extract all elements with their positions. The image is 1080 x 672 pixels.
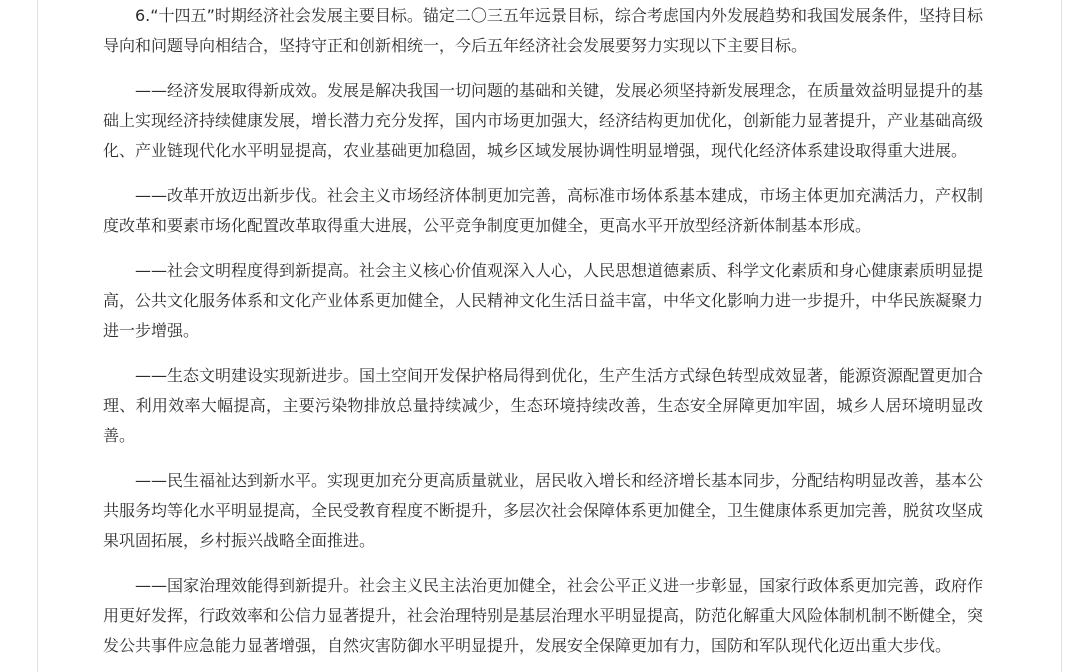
paragraph-economic-development: ——经济发展取得新成效。发展是解决我国一切问题的基础和关键，发展必须坚持新发展理念，在质量效益明显提升的基础上实现经济持续健康发展，增长潜力充分发挥，国内市场更加强大，经济结构更加优化，创新能力显著提升，产业基础高级化、产业链现代化水平明显提高，农业基础更加稳固，城乡区域发展协调性明显增强，现代化经济体系建设取得重大进展。 bbox=[103, 81, 984, 160]
paragraph-main-goals: 6.“十四五”时期经济社会发展主要目标。锚定二〇三五年远景目标，综合考虑国内外发展趋势和我国发展条件，坚持目标导向和问题导向相结合，坚持守正和创新相统一，今后五年经济社会发展要努力实现以下主要目标。 bbox=[103, 6, 983, 55]
paragraph-governance: ——国家治理效能得到新提升。社会主义民主法治更加健全，社会公平正义进一步彰显，国家行政体系更加完善，政府作用更好发挥，行政效率和公信力显著提升，社会治理特别是基层治理水平明显提高，防范化解重大风险体制机制不断健全，突发公共事件应急能力显著增强，自然灾害防御水平明显提升，发展安全保障更加有力，国防和军队现代化迈出重大步伐。 bbox=[103, 576, 984, 655]
paragraph-social-civilization: ——社会文明程度得到新提高。社会主义核心价值观深入人心，人民思想道德素质、科学文化素质和身心健康素质明显提高，公共文化服务体系和文化产业体系更加健全，人民精神文化生活日益丰富，中华文化影响力进一步提升，中华民族凝聚力进一步增强。 bbox=[103, 261, 984, 340]
paragraph-livelihood: ——民生福祉达到新水平。实现更加充分更高质量就业，居民收入增长和经济增长基本同步，分配结构明显改善，基本公共服务均等化水平明显提高，全民受教育程度不断提升，多层次社会保障体系更加健全，卫生健康体系更加完善，脱贫攻坚成果巩固拓展，乡村振兴战略全面推进。 bbox=[103, 471, 984, 550]
article-body bbox=[103, 1, 983, 672]
paragraph-reform-opening: ——改革开放迈出新步伐。社会主义市场经济体制更加完善，高标准市场体系基本建成，市场主体更加充满活力，产权制度改革和要素市场化配置改革取得重大进展，公平竞争制度更加健全，更高水平开放型经济新体制基本形成。 bbox=[103, 186, 984, 235]
paragraph-ecological-civilization: ——生态文明建设实现新进步。国土空间开发保护格局得到优化，生产生活方式绿色转型成效显著，能源资源配置更加合理、利用效率大幅提高，主要污染物排放总量持续减少，生态环境持续改善，生态安全屏障更加牢固，城乡人居环境明显改善。 bbox=[103, 366, 984, 445]
